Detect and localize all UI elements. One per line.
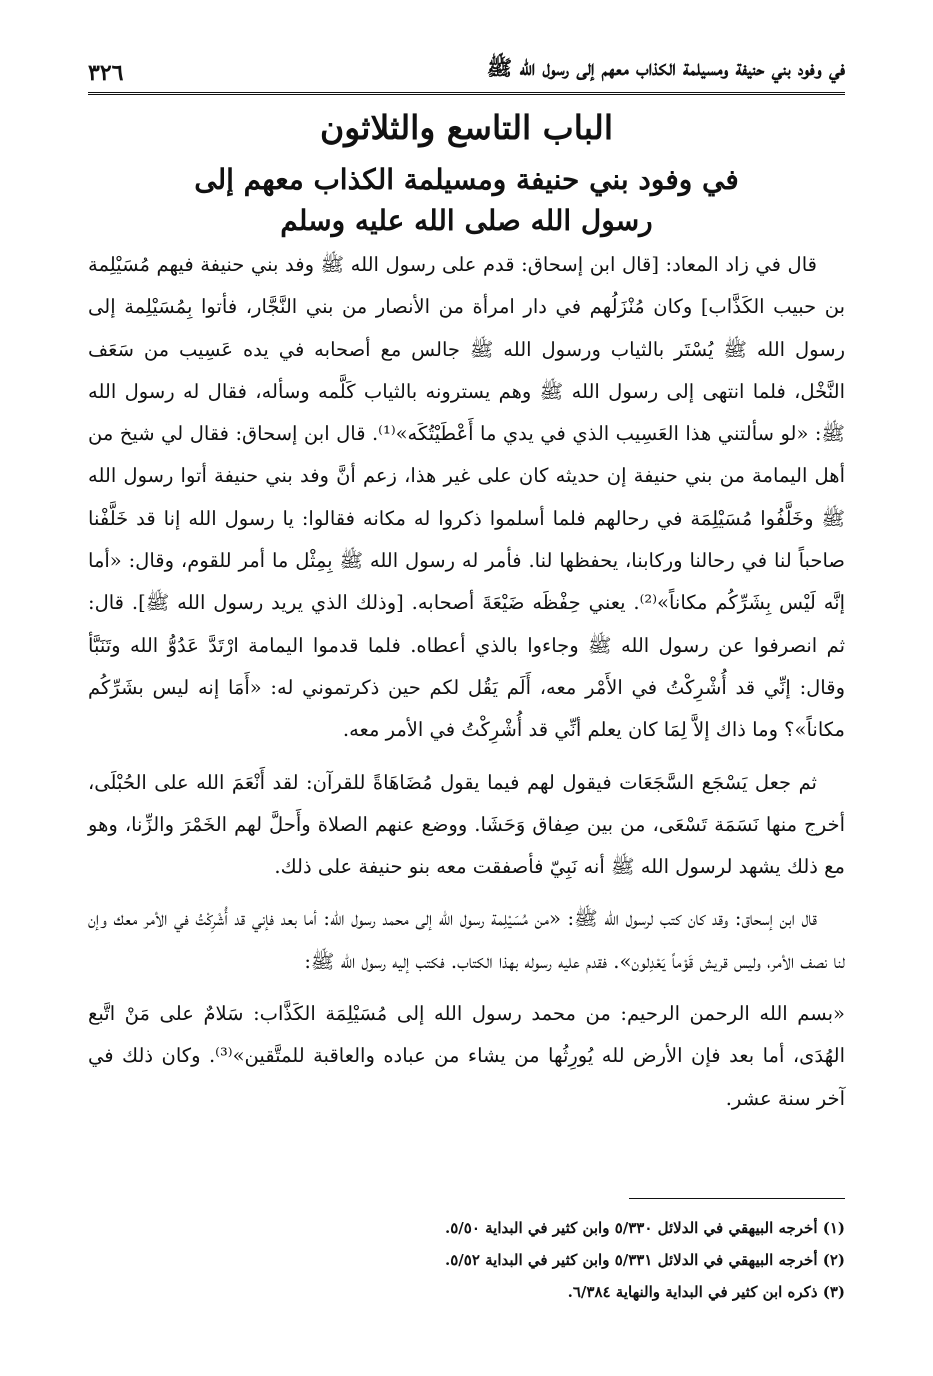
- body-paragraph: قال ابن إسحاق: وقد كان كتب لرسول الله ﷺ: «من مُسَيْلِمة رسول الله إلى محمد رسول الله: أما بعد فإني قد أُشْرِكْتُ في الأمر معك وإن لنا نصف الأمر، وليس قريش قَوْماً يَعْدِلون». فقدم عليه رسوله بهذا الكتاب. فكتب إليه رسول الله ﷺ:: [88, 907, 845, 973]
- page-number: ٣٢٦: [88, 60, 124, 86]
- body-paragraph: «بسم الله الرحمن الرحيم: من محمد رسول الله إلى مُسَيْلِمَة الكَذَّاب: سَلامٌ على مَنْ اتَّبع الهُدَى، أما بعد فإن الأرض لله يُورِثُها من يشاء من عباده والعاقبة للمتَّقين»⁽³⁾. وكان ذلك في آخر سنة عشر.: [88, 1002, 845, 1110]
- body-text: [88, 244, 845, 1120]
- body-paragraph: قال في زاد المعاد: [قال ابن إسحاق: قدم على رسول الله ﷺ وفد بني حنيفة فيهم مُسَيْلِمة بن حبيب الكَذَّاب] وكان مُنْزَلُهم في دار امرأة من الأنصار من بني النَّجَّار، فأتوا بِمُسَيْلِمة إلى رسول الله ﷺ يُسْتَر بالثياب ورسول الله ﷺ جالس مع أصحابه في يده عَسِيب من سَعَف النَّخْل، فلما انتهى إلى رسول الله ﷺ وهم يسترونه بالثياب كَلَّمه وسأله، فقال له رسول الله ﷺ: «لو سألتني هذا العَسِيب الذي في يدي ما أَعْطَيْتُكَه»⁽¹⁾. قال ابن إسحاق: فقال لي شيخ من أهل اليمامة من بني حنيفة إن حديثه كان على غير هذا، زعم أنَّ وفد بني حنيفة أتوا رسول الله ﷺ وخَلَّفُوا مُسَيْلِمَة في رحالهم فلما أسلموا ذكروا له مكانه فقالوا: يا رسول الله إنا قد خَلَّفْنا صاحباً لنا في رحالنا وركابنا، يحفظها لنا. فأمر له رسول الله ﷺ بِمِثْل ما أمر للقوم، وقال: «أما إنَّه لَيْس بِشَرِّكُم مكاناً»⁽²⁾. يعني حِفْظَه ضَيْعَةَ أصحابه. [وذلك الذي يريد رسول الله ﷺ]. قال: ثم انصرفوا عن رسول الله ﷺ وجاءوا بالذي أعطاه. فلما قدموا اليمامة ارْتَدَّ عَدُوُّ الله وتَنَبَّأ وقال: إنِّي قد أُشْرِكْتُ في الأَمْر معه، أَلَم يَقُل لكم حين ذكرتموني له: «أَمَا إنه ليس بشَرِّكُم مكاناً»؟ وما ذاك إلاَّ لِمَا كان يعلم أنِّي قد أُشْرِكْتُ في الأمر معه.: [88, 253, 845, 742]
- chapter-subtitle-line-1: في وفود بني حنيفة ومسيلمة الكذاب معهم إلى: [194, 163, 739, 196]
- footnotes: [88, 1212, 845, 1308]
- header-rule: [88, 92, 845, 95]
- footnote-3: (٣) ذكره ابن كثير في البداية والنهاية ٦/٣٨٤.: [567, 1283, 845, 1301]
- running-title: في وفود بني حنيفة ومسيلمة الكذاب معهم إلى رسول الله ﷺ: [486, 55, 845, 80]
- chapter-title: الباب التاسع والثلاثون: [319, 108, 613, 147]
- footnote-rule: [629, 1198, 845, 1199]
- body-paragraph: ثم جعل يَسْجَع السَّجَعَات فيقول لهم فيما يقول مُضَاهَاةً للقرآن: لقد أَنْعَمَ الله على الحُبْلَى، أخرج منها نَسَمَة تَسْعَى، من بين صِفاق وَحَشَا. ووضع عنهم الصلاة وأَحلَّ لهم الخَمْرَ والزِّنا، وهو مع ذلك يشهد لرسول الله ﷺ أنه نَبِيّ فأصفقت معه بنو حنيفة على ذلك.: [88, 770, 845, 879]
- footnote-1: (١) أخرجه البيهقي في الدلائل ٥/٣٣٠ وابن كثير في البداية ٥/٥٠.: [445, 1219, 845, 1237]
- running-header: [88, 46, 845, 86]
- footnote-2: (٢) أخرجه البيهقي في الدلائل ٥/٣٣١ وابن كثير في البداية ٥/٥٢.: [445, 1251, 845, 1269]
- chapter-subtitle-line-2: رسول الله صلى الله عليه وسلم: [280, 204, 653, 237]
